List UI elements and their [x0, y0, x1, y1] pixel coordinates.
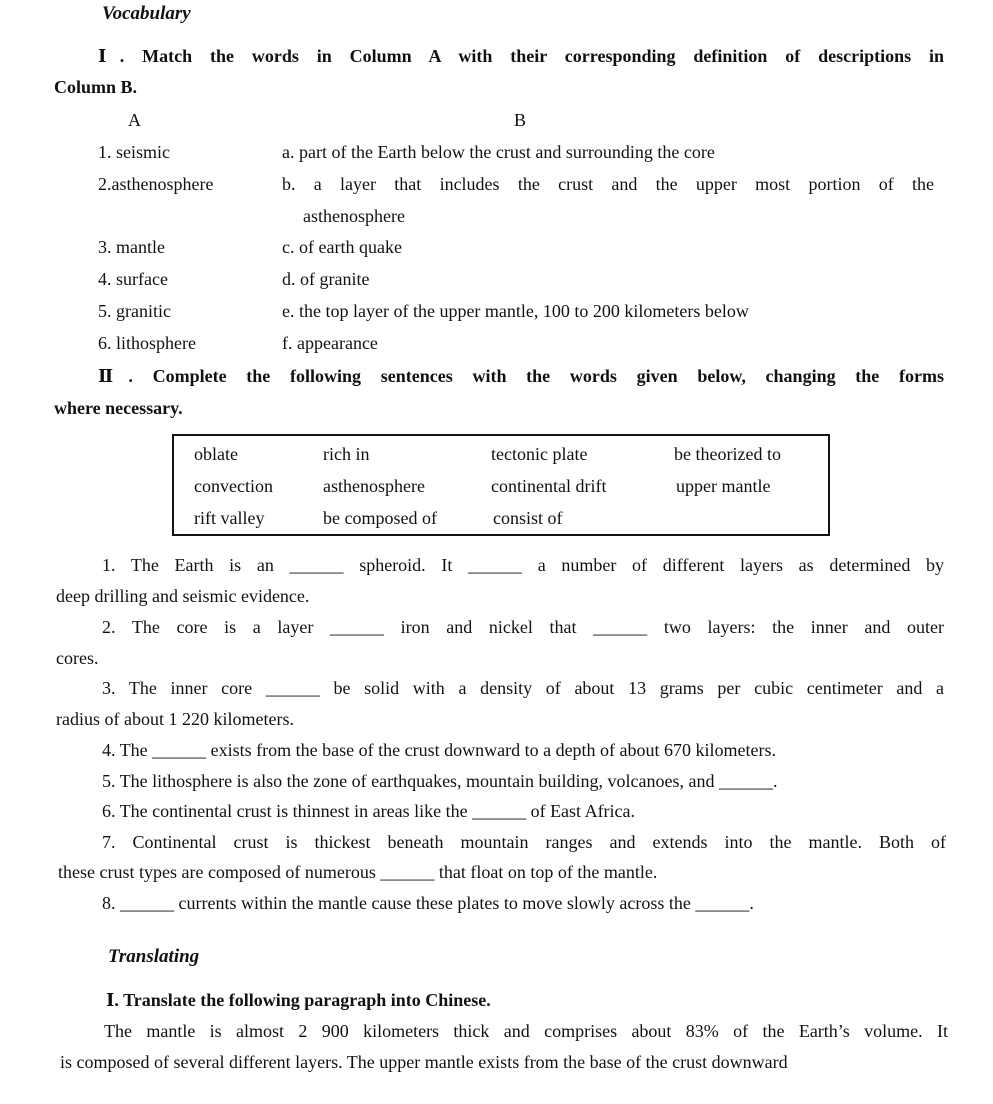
- translate-paragraph-line2: is composed of several different layers. The upper mantle exists from the base of the crust downward: [60, 1052, 788, 1072]
- column-b-item: e. the top layer of the upper mantle, 100 to 200 kilometers below: [282, 301, 749, 321]
- sentence-8: 8. ______ currents within the mantle cause these plates to move slowly across the ______.: [102, 893, 754, 913]
- word-box-item: convection: [194, 476, 273, 496]
- column-b-item: b. a layer that includes the crust and the upper most portion of the: [282, 174, 934, 194]
- word-box-item: oblate: [194, 444, 238, 464]
- word-box-item: tectonic plate: [491, 444, 588, 464]
- word-box-item: continental drift: [491, 476, 607, 496]
- column-b-item: c. of earth quake: [282, 237, 402, 257]
- column-a-item: 2.asthenosphere: [98, 174, 214, 194]
- sentence-2-line1: 2. The core is a layer ______ iron and nickel that ______ two layers: the inner and outer: [102, 617, 944, 637]
- part2-instruction-line1: Ⅱ. Complete the following sentences with the words given below, changing the forms: [98, 366, 944, 386]
- word-box-item: rich in: [323, 444, 370, 464]
- sentence-1-line1: 1. The Earth is an ______ spheroid. It ______ a number of different layers as determined by: [102, 555, 944, 575]
- word-box-item: upper mantle: [676, 476, 771, 496]
- column-a-header: A: [128, 110, 141, 130]
- column-b-item: f. appearance: [282, 333, 378, 353]
- section-title-vocabulary: Vocabulary: [102, 3, 191, 24]
- column-a-item: 3. mantle: [98, 237, 165, 257]
- part1-instruction-line1: Ⅰ. Match the words in Column A with their corresponding definition of descriptions in: [98, 46, 944, 66]
- sentence-5: 5. The lithosphere is also the zone of earthquakes, mountain building, volcanoes, and ______.: [102, 771, 778, 791]
- section-title-translating: Translating: [108, 946, 200, 967]
- word-box-item: asthenosphere: [323, 476, 425, 496]
- column-a-item: 6. lithosphere: [98, 333, 196, 353]
- sentence-7-line1: 7. Continental crust is thickest beneath mountain ranges and extends into the mantle. Both of: [102, 832, 946, 852]
- word-box-item: consist of: [493, 508, 563, 528]
- column-b-header: B: [514, 110, 527, 130]
- word-box-item: rift valley: [194, 508, 265, 528]
- sentence-4: 4. The ______ exists from the base of the crust downward to a depth of about 670 kilometers.: [102, 740, 777, 760]
- sentence-2-line2: cores.: [56, 648, 99, 668]
- sentence-1-line2: deep drilling and seismic evidence.: [56, 586, 310, 606]
- part1-instruction-line2: Column B.: [54, 77, 138, 97]
- column-b-item: d. of granite: [282, 269, 370, 289]
- column-a-item: 4. surface: [98, 269, 168, 289]
- word-box-item: be composed of: [323, 508, 437, 528]
- column-a-item: 5. granitic: [98, 301, 171, 321]
- sentence-3-line1: 3. The inner core ______ be solid with a density of about 13 grams per cubic centimeter and a: [102, 678, 944, 698]
- translate-paragraph-line1: The mantle is almost 2 900 kilometers thick and comprises about 83% of the Earth’s volume. It: [104, 1021, 948, 1041]
- sentence-6: 6. The continental crust is thinnest in areas like the ______ of East Africa.: [102, 801, 636, 821]
- column-b-item-continuation: asthenosphere: [303, 206, 405, 226]
- word-box: [172, 434, 830, 536]
- column-b-item: a. part of the Earth below the crust and surrounding the core: [282, 142, 715, 162]
- word-box-item: be theorized to: [674, 444, 781, 464]
- sentence-7-line2: these crust types are composed of numerous ______ that float on top of the mantle.: [58, 862, 658, 882]
- sentence-3-line2: radius of about 1 220 kilometers.: [56, 709, 294, 729]
- part2-instruction-line2: where necessary.: [54, 398, 183, 418]
- column-a-item: 1. seismic: [98, 142, 170, 162]
- translate-instruction: Ⅰ. Translate the following paragraph into Chinese.: [106, 990, 491, 1010]
